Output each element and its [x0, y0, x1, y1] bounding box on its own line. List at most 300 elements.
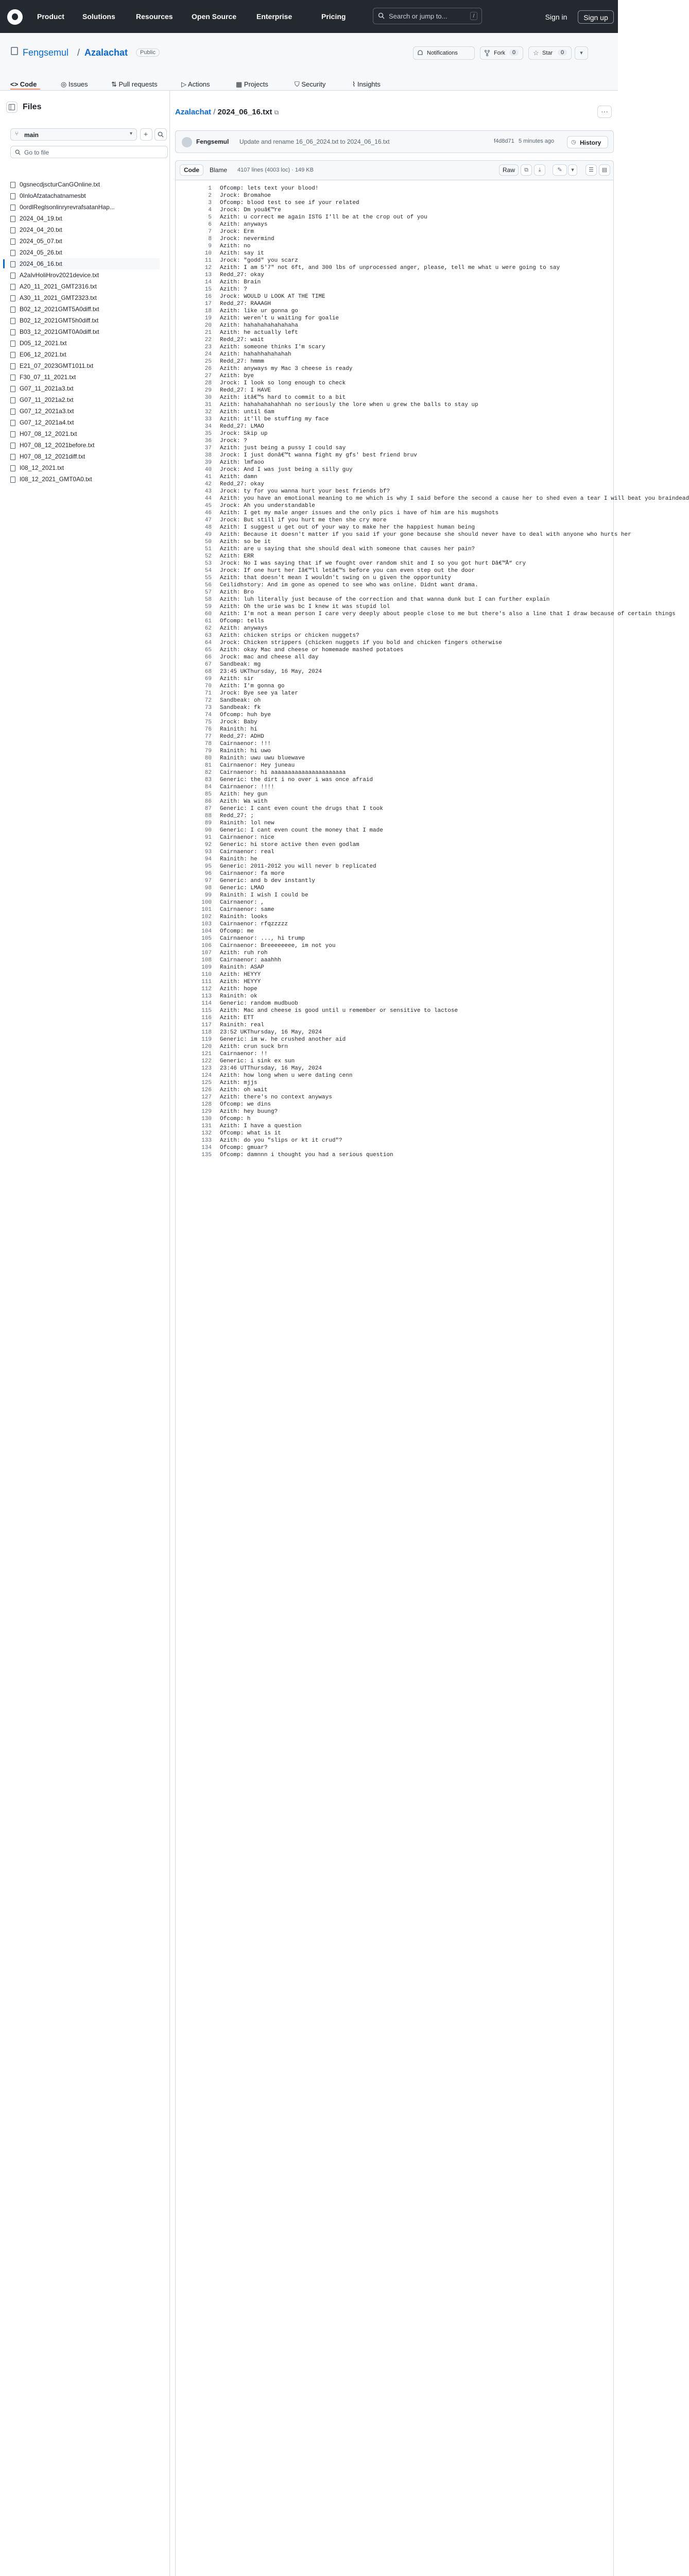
line-number[interactable]: 20	[204, 323, 212, 329]
tab-pull-requests[interactable]: ⇅ Pull requests	[111, 80, 158, 88]
repo-visibility-badge: Public	[136, 48, 160, 57]
file-tree-item-label: 2024_04_20.txt	[20, 226, 62, 233]
line-number[interactable]: 130	[201, 1116, 212, 1122]
code-viewer[interactable]	[175, 180, 689, 2576]
line-number[interactable]: 81	[204, 762, 212, 769]
line-number[interactable]: 122	[201, 1058, 212, 1064]
line-number[interactable]: 58	[204, 597, 212, 603]
repo-owner-link[interactable]: Fengsemul	[23, 47, 69, 58]
line-number[interactable]: 13	[204, 272, 212, 278]
code-line: Rainith: lol new	[220, 820, 274, 826]
sign-up-button[interactable]: Sign up	[578, 10, 614, 24]
file-tree-item[interactable]	[10, 439, 160, 451]
code-line: Azith: I'm gonna go	[220, 683, 285, 689]
tab-code[interactable]: <> Code	[10, 80, 37, 88]
code-line: Azith: are u saying that she should deal with someone that causes her pain?	[220, 546, 475, 552]
line-number[interactable]: 8	[208, 236, 212, 242]
line-number[interactable]: 95	[204, 863, 212, 870]
line-number[interactable]: 56	[204, 582, 212, 588]
line-number[interactable]: 79	[204, 748, 212, 754]
outline-button[interactable]	[599, 164, 610, 176]
file-tree-item-label: F30_07_11_2021.txt	[20, 374, 76, 381]
line-number[interactable]: 127	[201, 1094, 212, 1100]
line-number[interactable]: 52	[204, 553, 212, 560]
history-button[interactable]	[567, 136, 608, 148]
line-number[interactable]: 34	[204, 423, 212, 430]
code-line: Ofcomp: gmuar?	[220, 1145, 268, 1151]
line-number[interactable]: 69	[204, 676, 212, 682]
file-icon	[10, 307, 15, 313]
breadcrumb-repo-link[interactable]: Azalachat	[175, 108, 212, 116]
code-line: Azith: someone thinks I'm scary	[220, 344, 325, 350]
line-number[interactable]: 100	[201, 900, 212, 906]
file-tree-item-label: E21_07_2023GMT1011.txt	[20, 362, 94, 369]
line-number[interactable]: 83	[204, 777, 212, 783]
file-tree-item-label: 0gsnecdjscturCanGOnline.txt	[20, 181, 100, 188]
code-line: Azith: do you "slips or kt it crud"?	[220, 1138, 342, 1144]
file-tree-item[interactable]	[10, 326, 160, 337]
code-line: Azith: how long when u were dating cenn	[220, 1073, 353, 1079]
go-to-file-placeholder: Go to file	[24, 149, 49, 156]
line-number[interactable]: 29	[204, 387, 212, 394]
line-number[interactable]: 124	[201, 1073, 212, 1079]
code-line: Azith: u correct me again ISTG I'll be at the crop out of you	[220, 214, 427, 221]
repo-name-link[interactable]: Azalachat	[84, 47, 128, 58]
line-number[interactable]: 51	[204, 546, 212, 552]
sign-in-link[interactable]: Sign in	[545, 13, 567, 21]
code-line: Ofcomp: lets text your blood!	[220, 185, 319, 192]
line-number[interactable]: 114	[201, 1001, 212, 1007]
line-number[interactable]: 54	[204, 568, 212, 574]
line-number[interactable]: 102	[201, 914, 212, 920]
file-tree-item[interactable]	[10, 451, 160, 462]
edit-file-button[interactable]	[553, 164, 567, 176]
file-tree-item[interactable]	[10, 349, 160, 360]
branch-selector[interactable]	[10, 128, 137, 141]
line-number[interactable]: 111	[201, 979, 212, 985]
line-number[interactable]: 53	[204, 561, 212, 567]
line-number[interactable]: 110	[201, 972, 212, 978]
line-number[interactable]: 131	[201, 1123, 212, 1129]
line-number[interactable]: 120	[201, 1044, 212, 1050]
file-tree-item-label: 0ordlReglsonlinryrevrafsatanHap...	[20, 204, 115, 211]
file-tree-item[interactable]	[10, 292, 160, 303]
line-number[interactable]: 60	[204, 611, 212, 617]
line-number[interactable]: 101	[201, 907, 212, 913]
line-number[interactable]: 10	[204, 250, 212, 257]
file-tree-item-label: 2024_05_07.txt	[20, 238, 62, 245]
code-line: Jrock: And I was just being a silly guy	[220, 467, 353, 473]
line-number[interactable]: 3	[208, 200, 212, 206]
line-number[interactable]: 32	[204, 409, 212, 415]
tab-actions-label: Actions	[187, 80, 210, 88]
file-tree-item[interactable]	[10, 179, 160, 190]
file-tree-item[interactable]	[10, 190, 160, 201]
line-number[interactable]: 6	[208, 222, 212, 228]
nav-product[interactable]: Product	[37, 12, 64, 21]
line-number[interactable]: 24	[204, 351, 212, 358]
line-number[interactable]: 133	[201, 1138, 212, 1144]
line-number[interactable]: 74	[204, 712, 212, 718]
file-tree-item[interactable]	[10, 405, 160, 417]
code-line: Generic: the dirt i no over i was once afraid	[220, 777, 373, 783]
line-number[interactable]: 115	[201, 1008, 212, 1014]
code-line: Rainith: I wish I could be	[220, 892, 308, 899]
fork-count: 0	[509, 49, 519, 56]
line-number[interactable]: 26	[204, 366, 212, 372]
line-number[interactable]: 107	[201, 950, 212, 956]
line-number[interactable]: 78	[204, 741, 212, 747]
line-number[interactable]: 21	[204, 330, 212, 336]
line-number[interactable]: 121	[201, 1051, 212, 1057]
symbols-icon: ☰	[589, 167, 594, 173]
nav-open-source[interactable]: Open Source	[192, 12, 237, 21]
file-tree-item[interactable]	[10, 394, 160, 405]
file-icon	[10, 341, 15, 347]
line-number[interactable]: 35	[204, 431, 212, 437]
file-icon	[10, 397, 15, 403]
notifications-label: Notifications	[427, 50, 458, 56]
line-number[interactable]: 22	[204, 337, 212, 343]
file-tree-item[interactable]	[10, 315, 160, 326]
line-number[interactable]: 68	[204, 669, 212, 675]
file-tree-item[interactable]	[10, 235, 160, 247]
code-line: Ceilidhstory: And im gone as opened to see who was online. Didnt want drama.	[220, 582, 478, 588]
line-number[interactable]: 28	[204, 380, 212, 386]
code-line: Azith: so be it	[220, 539, 271, 545]
code-line: Cairnaenor: same	[220, 907, 274, 913]
file-tree-item[interactable]	[10, 213, 160, 224]
line-number[interactable]: 103	[201, 921, 212, 927]
github-logo-icon[interactable]	[7, 9, 23, 25]
file-icon	[10, 329, 15, 335]
file-tree-item-label: E06_12_2021.txt	[20, 351, 66, 358]
line-number[interactable]: 134	[201, 1145, 212, 1151]
commit-message[interactable]: Update and rename 16_06_2024.txt to 2024_06_16.txt	[239, 138, 390, 145]
line-number[interactable]: 93	[204, 849, 212, 855]
line-number[interactable]: 96	[204, 871, 212, 877]
code-line: Azith: ETT	[220, 1015, 254, 1021]
line-number[interactable]: 47	[204, 517, 212, 523]
nav-resources[interactable]: Resources	[136, 12, 173, 21]
code-line: 23:45 UKThursday, 16 May, 2024	[220, 669, 322, 675]
nav-enterprise[interactable]: Enterprise	[256, 12, 292, 21]
line-number[interactable]: 48	[204, 524, 212, 531]
line-number[interactable]: 104	[201, 928, 212, 935]
code-line: Rainith: looks	[220, 914, 268, 920]
line-number[interactable]: 112	[201, 986, 212, 992]
code-line: Jrock: If one hurt her Iâ€™ll letâ€™s before you can even step out the door	[220, 568, 475, 574]
download-icon: ⤓	[538, 167, 541, 173]
file-tree-item[interactable]	[10, 247, 160, 258]
line-number[interactable]: 70	[204, 683, 212, 689]
code-line: Azith: ?	[220, 286, 247, 293]
line-number[interactable]: 61	[204, 618, 212, 624]
line-number[interactable]: 87	[204, 806, 212, 812]
line-number[interactable]: 80	[204, 755, 212, 761]
line-number[interactable]: 66	[204, 654, 212, 660]
line-number[interactable]: 125	[201, 1080, 212, 1086]
line-number[interactable]: 72	[204, 698, 212, 704]
line-number[interactable]: 49	[204, 532, 212, 538]
line-number[interactable]: 99	[204, 892, 212, 899]
line-number[interactable]: 89	[204, 820, 212, 826]
line-number[interactable]: 41	[204, 474, 212, 480]
line-number[interactable]: 44	[204, 496, 212, 502]
code-line: Generic: i sink ex sun	[220, 1058, 295, 1064]
bell-icon	[417, 50, 423, 56]
line-number[interactable]: 45	[204, 503, 212, 509]
code-line: Azith: I am 5'7" not 6ft, and 300 lbs of unprocessed anger, please, tell me what u were going to say	[220, 265, 560, 271]
file-tree-item[interactable]	[10, 201, 160, 213]
tab-insights[interactable]: ⌇ Insights	[352, 80, 381, 88]
code-line: Azith: HEYYY	[220, 979, 261, 985]
branch-name: main	[24, 131, 39, 139]
line-number[interactable]: 19	[204, 315, 212, 321]
code-line: Azith: oh wait	[220, 1087, 268, 1093]
file-tree-item[interactable]	[10, 383, 160, 394]
line-number[interactable]: 94	[204, 856, 212, 862]
line-number[interactable]: 14	[204, 279, 212, 285]
blame-tab[interactable]: Blame	[205, 164, 231, 176]
search-icon	[378, 12, 385, 19]
file-tree-item[interactable]	[10, 337, 160, 349]
file-tree-item[interactable]	[10, 428, 160, 439]
search-files-button[interactable]	[154, 128, 167, 141]
code-line: Azith: it'll be stuffing my face	[220, 416, 329, 422]
file-tree-item-label: D05_12_2021.txt	[20, 340, 67, 347]
line-number[interactable]: 17	[204, 301, 212, 307]
line-number[interactable]: 98	[204, 885, 212, 891]
line-number[interactable]: 39	[204, 460, 212, 466]
code-line: Redd_27: ADHD	[220, 734, 264, 740]
line-number[interactable]: 135	[201, 1152, 212, 1158]
line-number[interactable]: 129	[201, 1109, 212, 1115]
line-number[interactable]: 113	[201, 993, 212, 999]
line-number[interactable]: 1	[208, 185, 212, 192]
line-number[interactable]: 82	[204, 770, 212, 776]
tab-actions[interactable]: ▷ Actions	[181, 80, 210, 88]
tab-projects[interactable]: ▦ Projects	[236, 80, 268, 88]
commit-author[interactable]: Fengsemul	[196, 138, 229, 145]
code-line: Jrock: mac and cheese all day	[220, 654, 319, 660]
file-icon	[10, 227, 15, 233]
code-line: Jrock: No I was saying that if we fought over random shit and I so you got hurt Dâ€™Å“ cry	[220, 561, 526, 567]
code-line: Azith: hahahhahahahah	[220, 351, 291, 358]
line-number[interactable]: 116	[201, 1015, 212, 1021]
tab-issues-label: Issues	[68, 80, 88, 88]
line-number[interactable]: 46	[204, 510, 212, 516]
code-line: Azith: HEYYY	[220, 972, 261, 978]
line-number[interactable]: 31	[204, 402, 212, 408]
star-icon: ☆	[533, 49, 539, 57]
line-number[interactable]: 88	[204, 813, 212, 819]
line-number[interactable]: 91	[204, 835, 212, 841]
line-number[interactable]: 2	[208, 193, 212, 199]
file-tree-item[interactable]	[10, 473, 160, 485]
line-number[interactable]: 50	[204, 539, 212, 545]
more-options-button[interactable]: ···	[597, 106, 612, 118]
file-tree-item-label: G07_11_2021a3.txt	[20, 385, 74, 392]
file-tree-item[interactable]	[10, 462, 160, 473]
line-number[interactable]: 128	[201, 1101, 212, 1108]
line-number[interactable]: 42	[204, 481, 212, 487]
code-line: Rainith: hi	[220, 726, 257, 733]
file-tree-item[interactable]	[10, 303, 160, 315]
code-line: Cairnaenor: ..., hi trump	[220, 936, 305, 942]
line-number[interactable]: 25	[204, 359, 212, 365]
copy-raw-button[interactable]	[521, 164, 532, 176]
code-line: 23:52 UKThursday, 16 May, 2024	[220, 1029, 322, 1036]
code-line: Ofcomp: me	[220, 928, 254, 935]
line-number[interactable]: 76	[204, 726, 212, 733]
file-tree-item[interactable]	[10, 258, 160, 269]
line-number[interactable]: 27	[204, 373, 212, 379]
file-tree-item[interactable]	[10, 417, 160, 428]
line-number[interactable]: 73	[204, 705, 212, 711]
line-number[interactable]: 40	[204, 467, 212, 473]
code-line: Azith: I'm not a mean person I care very deeply about people close to me but there's also a line that I draw because of certain things	[220, 611, 676, 617]
line-number[interactable]: 63	[204, 633, 212, 639]
nav-solutions[interactable]: Solutions	[82, 12, 115, 21]
line-number[interactable]: 37	[204, 445, 212, 451]
line-number[interactable]: 38	[204, 452, 212, 459]
line-number[interactable]: 118	[201, 1029, 212, 1036]
line-number[interactable]: 106	[201, 943, 212, 949]
line-number[interactable]: 123	[201, 1065, 212, 1072]
pencil-icon: ✎	[557, 167, 562, 173]
file-icon	[10, 386, 15, 392]
file-icon	[10, 375, 15, 381]
line-number[interactable]: 5	[208, 214, 212, 221]
line-number[interactable]: 126	[201, 1087, 212, 1093]
tab-issues[interactable]: ◎ Issues	[61, 80, 88, 88]
line-number[interactable]: 65	[204, 647, 212, 653]
line-number[interactable]: 84	[204, 784, 212, 790]
code-line: Azith: hey buung?	[220, 1109, 278, 1115]
symbols-button[interactable]	[585, 164, 597, 176]
code-line: Azith: I have a question	[220, 1123, 302, 1129]
tab-code-label: Code	[20, 80, 37, 88]
file-stats: 4107 lines (4003 loc) · 149 KB	[237, 167, 314, 173]
line-number[interactable]: 97	[204, 878, 212, 884]
commit-hash[interactable]: f4d8d71	[494, 138, 514, 144]
raw-button[interactable]: Raw	[499, 164, 519, 176]
line-number[interactable]: 7	[208, 229, 212, 235]
line-number[interactable]: 43	[204, 488, 212, 495]
notifications-button[interactable]	[413, 46, 475, 60]
line-number[interactable]: 71	[204, 690, 212, 697]
file-tree-item[interactable]	[10, 269, 160, 281]
edit-dropdown-button[interactable]	[568, 164, 577, 176]
tab-security[interactable]: ⛉ Security	[295, 80, 326, 88]
code-line: Azith: you have an emotional meaning to me which is why I said before the second a cause her to shed even a tear I will beat you braindead	[220, 496, 689, 502]
line-number[interactable]: 15	[204, 286, 212, 293]
line-number[interactable]: 18	[204, 308, 212, 314]
line-number[interactable]: 64	[204, 640, 212, 646]
line-number[interactable]: 12	[204, 265, 212, 271]
file-icon	[10, 239, 15, 245]
file-tree-item[interactable]	[10, 281, 160, 292]
tab-pull-requests-label: Pull requests	[118, 80, 158, 88]
code-line: Azith: no	[220, 243, 251, 249]
code-line: Azith: Because it doesn't matter if you said if your gone because she should never have to deal with anyone who hurts her	[220, 532, 631, 538]
file-tree-item[interactable]	[10, 360, 160, 371]
code-line: Jrock: Baby	[220, 719, 257, 725]
code-line: Jrock: Skip up	[220, 431, 268, 437]
file-icon	[10, 193, 15, 199]
file-icon	[10, 216, 15, 222]
code-line: Rainith: he	[220, 856, 257, 862]
line-number[interactable]: 108	[201, 957, 212, 963]
code-line: Sandbeak: fk	[220, 705, 261, 711]
line-number[interactable]: 92	[204, 842, 212, 848]
line-number[interactable]: 62	[204, 625, 212, 632]
file-icon	[10, 352, 15, 358]
line-number[interactable]: 16	[204, 294, 212, 300]
code-line: Azith: damn	[220, 474, 257, 480]
code-line: Cairnaenor: nice	[220, 835, 274, 841]
code-line: Generic: and b dev instantly	[220, 878, 315, 884]
line-number[interactable]: 75	[204, 719, 212, 725]
file-tree-item-label: A20_11_2021_GMT2316.txt	[20, 283, 97, 290]
file-icon	[10, 273, 15, 279]
line-number[interactable]: 33	[204, 416, 212, 422]
line-number[interactable]: 109	[201, 964, 212, 971]
line-number[interactable]: 55	[204, 575, 212, 581]
code-line: Azith: chicken strips or chicken nuggets?	[220, 633, 359, 639]
line-number[interactable]: 57	[204, 589, 212, 596]
line-number[interactable]: 117	[201, 1022, 212, 1028]
line-number[interactable]: 4	[208, 207, 212, 213]
repo-icon	[10, 47, 19, 55]
file-tree-item-label: 2024_05_26.txt	[20, 249, 62, 256]
line-number[interactable]: 77	[204, 734, 212, 740]
line-number[interactable]: 67	[204, 662, 212, 668]
copy-path-icon[interactable]: ⧉	[274, 109, 279, 116]
line-number[interactable]: 105	[201, 936, 212, 942]
file-tree-item[interactable]	[10, 371, 160, 383]
star-dropdown-button[interactable]: ▾	[575, 46, 588, 60]
file-icon	[10, 295, 15, 301]
collapse-sidebar-button[interactable]	[6, 101, 18, 113]
line-number[interactable]: 9	[208, 243, 212, 249]
file-tree-item-label: I08_12_2021_GMT0A0.txt	[20, 476, 92, 483]
go-to-file-input[interactable]	[10, 146, 168, 158]
code-line: Ofcomp: we dins	[220, 1101, 271, 1108]
fork-button[interactable]	[480, 46, 523, 60]
line-number[interactable]: 132	[201, 1130, 212, 1137]
file-tree-item-label: G07_12_2021a4.txt	[20, 419, 74, 426]
line-number[interactable]: 59	[204, 604, 212, 610]
tab-projects-label: Projects	[244, 80, 268, 88]
line-number[interactable]: 85	[204, 791, 212, 798]
line-number[interactable]: 86	[204, 799, 212, 805]
line-number[interactable]: 90	[204, 827, 212, 834]
code-line: Jrock: I just donâ€™t wanna fight my gfs' best friend bruv	[220, 452, 417, 459]
line-number[interactable]: 119	[201, 1037, 212, 1043]
line-number[interactable]: 30	[204, 395, 212, 401]
search-input[interactable]	[373, 8, 482, 24]
add-file-button[interactable]	[140, 128, 152, 141]
line-number[interactable]: 36	[204, 438, 212, 444]
line-number[interactable]: 11	[204, 258, 212, 264]
file-tree-item[interactable]	[10, 224, 160, 235]
line-number[interactable]: 23	[204, 344, 212, 350]
star-button[interactable]	[528, 46, 572, 60]
download-raw-button[interactable]	[534, 164, 545, 176]
code-tab[interactable]: Code	[180, 164, 203, 176]
